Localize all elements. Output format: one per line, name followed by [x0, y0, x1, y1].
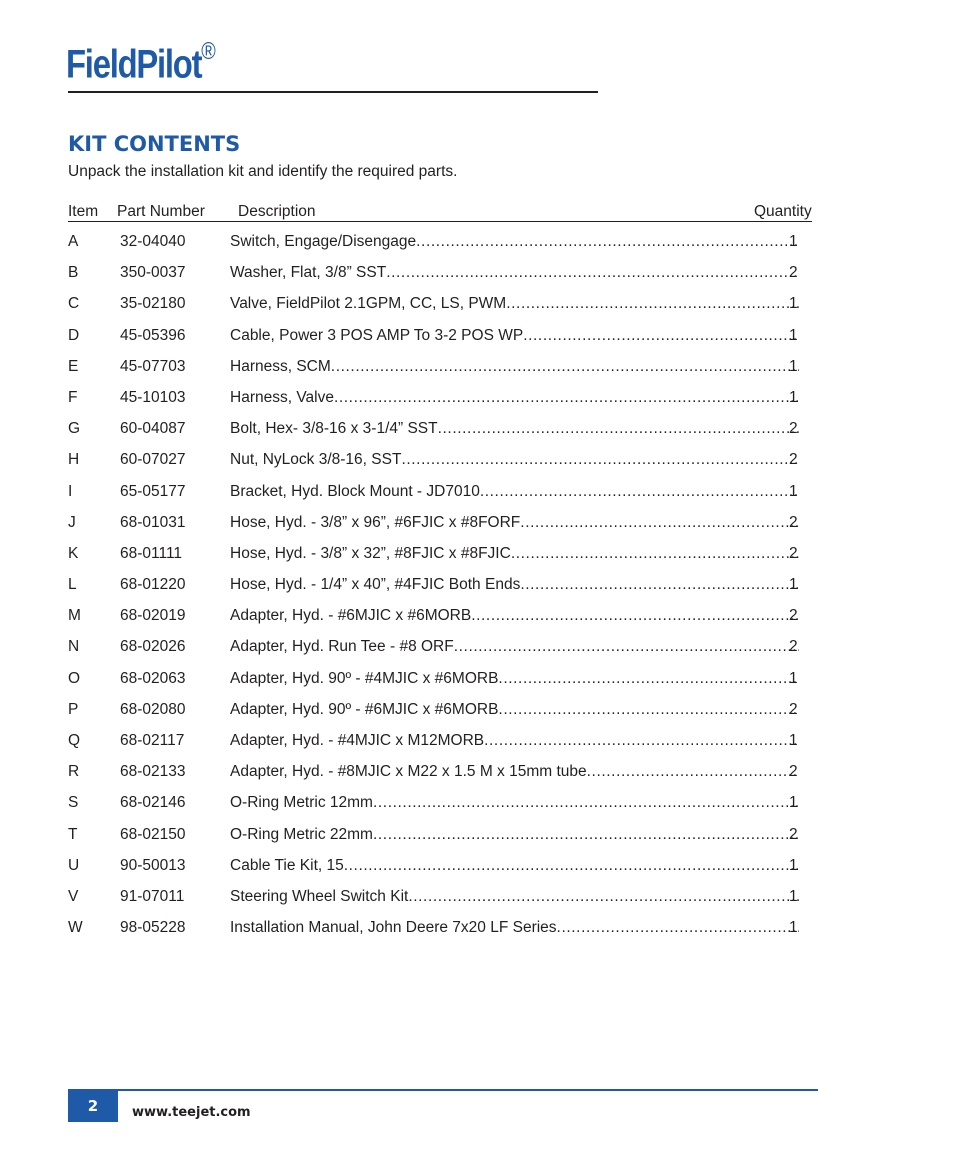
item-letter: H [68, 451, 80, 469]
quantity: 2 [789, 544, 798, 562]
description-cell [230, 576, 799, 594]
description: Harness, Valve [230, 388, 334, 406]
table-row [68, 409, 814, 440]
quantity: 1 [789, 794, 798, 812]
description-cell [230, 607, 799, 625]
registered-mark: ® [201, 38, 216, 65]
description: Harness, SCM [230, 357, 331, 375]
dot-leader [484, 732, 799, 750]
item-letter: F [68, 388, 78, 406]
part-number: 68-01031 [120, 513, 186, 531]
dot-leader [334, 389, 799, 407]
description-cell [230, 888, 799, 906]
quantity: 2 [789, 451, 798, 469]
kit-contents-table [68, 202, 814, 939]
item-letter: J [68, 513, 76, 531]
part-number: 60-04087 [120, 420, 186, 438]
item-letter: G [68, 420, 81, 438]
table-row [68, 534, 814, 565]
item-letter: I [68, 482, 73, 500]
description-cell [230, 514, 799, 532]
item-letter: V [68, 887, 79, 905]
header-divider [68, 91, 598, 93]
description-cell [230, 264, 799, 282]
description: Bolt, Hex- 3/8-16 x 3-1/4” SST [230, 420, 438, 438]
quantity: 1 [789, 357, 798, 375]
description-cell [230, 919, 799, 937]
intro-text: Unpack the installation kit and identify the required parts. [68, 163, 458, 180]
part-number: 98-05228 [120, 919, 186, 937]
item-letter: C [68, 295, 80, 313]
quantity: 1 [789, 669, 798, 687]
description: Nut, NyLock 3/8-16, SST [230, 451, 402, 469]
part-number: 68-01111 [120, 544, 183, 562]
item-letter: P [68, 700, 79, 718]
part-number: 68-02026 [120, 638, 186, 656]
item-letter: W [68, 919, 83, 937]
column-header-description: Description [238, 203, 316, 220]
quantity: 1 [789, 919, 798, 937]
part-number: 90-50013 [120, 856, 186, 874]
brand-logo [66, 38, 216, 87]
quantity: 2 [789, 420, 798, 438]
item-letter: N [68, 638, 80, 656]
item-letter: E [68, 357, 79, 375]
description-cell [230, 701, 799, 719]
table-row [68, 783, 814, 814]
description: Bracket, Hyd. Block Mount - JD7010 [230, 482, 480, 500]
description-cell [230, 420, 799, 438]
item-letter: D [68, 326, 80, 344]
quantity: 2 [789, 763, 798, 781]
dot-leader [506, 295, 799, 313]
table-row [68, 347, 814, 378]
table-row [68, 877, 814, 908]
item-letter: S [68, 794, 79, 812]
part-number: 68-02063 [120, 669, 186, 687]
item-letter: B [68, 264, 79, 282]
description: Adapter, Hyd. - #8MJIC x M22 x 1.5 M x 15mm tube [230, 763, 587, 781]
table-row [68, 440, 814, 471]
table-row [68, 627, 814, 658]
description: O-Ring Metric 22mm [230, 825, 373, 843]
table-row [68, 503, 814, 534]
dot-leader [408, 888, 799, 906]
description-cell [230, 327, 799, 345]
part-number: 45-07703 [120, 357, 186, 375]
table-row [68, 472, 814, 503]
dot-leader [520, 576, 799, 594]
description-cell [230, 857, 799, 875]
column-header-quantity: Quantity [754, 203, 812, 220]
item-letter: L [68, 576, 77, 594]
quantity: 1 [789, 482, 798, 500]
part-number: 68-02150 [120, 825, 186, 843]
description: Hose, Hyd. - 3/8” x 96”, #6FJIC x #8FORF [230, 513, 521, 531]
item-letter: Q [68, 732, 81, 749]
dot-leader [587, 763, 799, 781]
quantity: 1 [789, 233, 798, 250]
dot-leader [523, 327, 799, 345]
dot-leader [331, 358, 799, 376]
footer-divider [68, 1089, 818, 1091]
quantity: 1 [789, 388, 798, 406]
part-number: 32-04040 [120, 233, 186, 250]
brand-name: FieldPilot [66, 42, 202, 87]
description: Hose, Hyd. - 3/8” x 32”, #8FJIC x #8FJIC [230, 544, 511, 562]
part-number: 60-07027 [120, 451, 186, 469]
part-number: 45-05396 [120, 326, 186, 344]
part-number: 68-02080 [120, 700, 186, 718]
part-number: 68-02146 [120, 794, 186, 812]
description-cell [230, 483, 799, 501]
item-letter: O [68, 669, 81, 687]
part-number: 68-02019 [120, 607, 186, 625]
description: Adapter, Hyd. 90º - #6MJIC x #6MORB [230, 700, 499, 718]
table-row [68, 316, 814, 347]
table-row [68, 908, 814, 939]
description-cell [230, 826, 799, 844]
table-row [68, 284, 814, 315]
table-row [68, 846, 814, 877]
table-body [68, 222, 814, 939]
table-row [68, 378, 814, 409]
part-number: 91-07011 [120, 887, 185, 905]
table-row [68, 690, 814, 721]
description: Hose, Hyd. - 1/4” x 40”, #4FJIC Both Ends [230, 576, 521, 594]
part-number: 65-05177 [120, 482, 186, 500]
quantity: 2 [789, 607, 798, 625]
dot-leader [498, 670, 799, 688]
quantity: 2 [789, 513, 798, 531]
dot-leader [511, 545, 799, 563]
description-cell [230, 295, 799, 313]
part-number: 68-01220 [120, 576, 186, 594]
dot-leader [373, 826, 799, 844]
part-number: 350-0037 [120, 264, 186, 282]
description-cell [230, 545, 799, 563]
column-header-item: Item [68, 203, 99, 220]
table-row [68, 659, 814, 690]
dot-leader [471, 607, 799, 625]
dot-leader [401, 451, 799, 469]
table-row [68, 253, 814, 284]
part-number: 68-02133 [120, 763, 186, 781]
table-row [68, 596, 814, 627]
dot-leader [480, 483, 799, 501]
table-row [68, 222, 814, 253]
quantity: 1 [789, 887, 798, 905]
quantity: 2 [789, 638, 798, 656]
description: Cable Tie Kit, 15 [230, 856, 344, 874]
part-number: 35-02180 [120, 295, 186, 313]
dot-leader [438, 420, 799, 438]
description: Steering Wheel Switch Kit [230, 887, 409, 905]
quantity: 2 [789, 264, 798, 282]
description: Installation Manual, John Deere 7x20 LF Series [230, 919, 557, 937]
description-cell [230, 670, 799, 688]
footer-url: www.teejet.com [132, 1105, 251, 1120]
description-cell [230, 763, 799, 781]
description: Adapter, Hyd. - #6MJIC x #6MORB [230, 607, 472, 625]
item-letter: T [68, 825, 78, 843]
description-cell [230, 451, 799, 469]
description-cell [230, 732, 799, 750]
description: Adapter, Hyd. 90º - #4MJIC x #6MORB [230, 669, 499, 687]
section-title: KIT CONTENTS [68, 132, 241, 156]
description-cell [230, 794, 799, 812]
dot-leader [498, 701, 799, 719]
item-letter: R [68, 763, 80, 781]
table-row [68, 752, 814, 783]
dot-leader [373, 794, 799, 812]
item-letter: M [68, 607, 81, 625]
item-letter: K [68, 544, 79, 562]
description-cell [230, 389, 799, 407]
quantity: 1 [789, 576, 798, 594]
description: Switch, Engage/Disengage [230, 233, 417, 250]
page-number: 2 [68, 1091, 118, 1122]
quantity: 1 [789, 856, 798, 874]
description-cell [230, 358, 799, 376]
column-header-part-number: Part Number [117, 203, 205, 220]
table-row [68, 721, 814, 752]
item-letter: A [68, 233, 79, 250]
dot-leader [454, 638, 799, 656]
item-letter: U [68, 856, 80, 874]
description: Adapter, Hyd. - #4MJIC x M12MORB [230, 732, 485, 749]
table-header [68, 202, 814, 222]
quantity: 1 [789, 295, 798, 313]
quantity: 1 [789, 326, 798, 344]
quantity: 2 [789, 700, 798, 718]
quantity: 1 [789, 732, 798, 749]
dot-leader [386, 264, 799, 282]
part-number: 45-10103 [120, 388, 186, 406]
description-cell [230, 638, 799, 656]
dot-leader [416, 233, 799, 251]
dot-leader [344, 857, 799, 875]
table-row [68, 815, 814, 846]
part-number: 68-02117 [120, 732, 185, 749]
description: Valve, FieldPilot 2.1GPM, CC, LS, PWM [230, 295, 507, 313]
description-cell [230, 233, 799, 251]
description: Cable, Power 3 POS AMP To 3-2 POS WP [230, 326, 524, 344]
description: Washer, Flat, 3/8” SST [230, 264, 387, 282]
quantity: 2 [789, 825, 798, 843]
description: O-Ring Metric 12mm [230, 794, 373, 812]
table-row [68, 565, 814, 596]
description: Adapter, Hyd. Run Tee - #8 ORF [230, 638, 454, 656]
dot-leader [520, 514, 799, 532]
dot-leader [557, 919, 799, 937]
